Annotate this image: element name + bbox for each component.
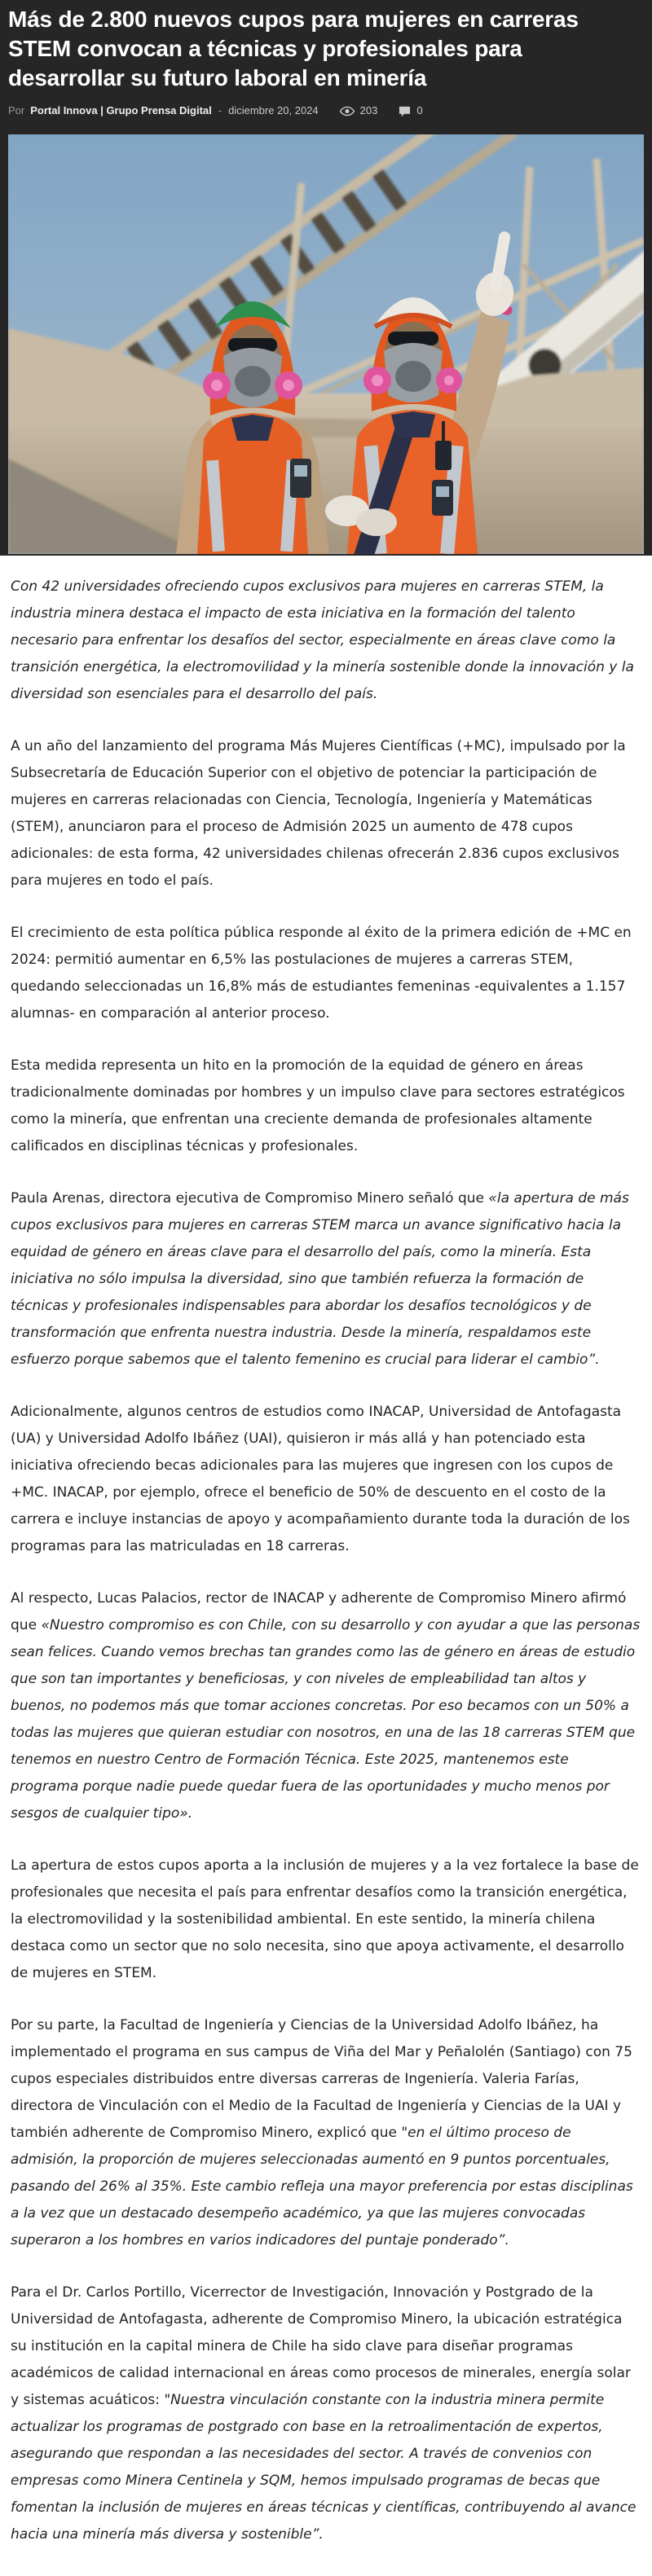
byline-date: diciembre 20, 2024	[228, 104, 319, 117]
body-text: Esta medida representa un hito en la promoción de la equidad de género en áreas tradicionalmente dominadas por hombres y un impulso clave para sectores estratégicos como la minería, que enfrentan una creciente demanda de profesionales altamente calificados en disciplinas técnicas y profesionales.	[11, 1057, 625, 1155]
article-paragraph	[11, 574, 641, 708]
body-text: El crecimiento de esta política pública responde al éxito de la primera edición de +MC en 2024: permitió aumentar en 6,5% las postulaciones de mujeres a carreras STEM, quedando seleccionadas un 16,8% más de estudiantes femeninas -equivalentes a 1.157 alumnas- en comparación al anterior proceso.	[11, 925, 632, 1022]
views-count: 203	[359, 104, 378, 117]
article-paragraph	[11, 1585, 641, 1827]
article-paragraph	[11, 920, 641, 1027]
body-text: Paula Arenas, directora ejecutiva de Compromiso Minero señaló que	[11, 1190, 489, 1207]
article-paragraph	[11, 1399, 641, 1560]
page-title: Más de 2.800 nuevos cupos para mujeres en carreras STEM convocan a técnicas y profesionales para desarrollar su futuro laboral en minería	[8, 7, 579, 91]
body-text: Adicionalmente, algunos centros de estudios como INACAP, Universidad de Antofagasta (UA) y Universidad Adolfo Ibáñez (UAI), quisieron ir más allá y han potenciado esta iniciativa ofreciendo becas adicionales para las mujeres que ingresen con los cupos de +MC. INACAP, por ejemplo, ofrece el beneficio de 50% de descuento en el costo de la carrera e incluye instancias de apoyo y acompañamiento durante toda la duración de los programas para las matriculadas en 18 carreras.	[11, 1404, 630, 1555]
mining-workers-photo	[8, 134, 644, 554]
quote-text: «Nuestro compromiso es con Chile, con su desarrollo y con ayudar a que las personas sean felices. Cuando vemos brechas tan grandes como las de género en áreas de estudio que son tan importantes y beneficiosas, y con niveles de empleabilidad tan altos y buenos, no podemos más que tomar acciones concretas. Por eso becamos con un 50% a todas las mujeres que quieran estudiar con nosotros, en una de las 18 carreras STEM que tenemos en nuestro Centro de Formación Técnica. Este 2025, mantenemos este programa porque nadie puede quedar fuera de las oportunidades y mucho menos por sesgos de cualquier tipo».	[11, 1617, 641, 1822]
quote-text: Con 42 universidades ofreciendo cupos exclusivos para mujeres en carreras STEM, la industria minera destaca el impacto de esta iniciativa en la formación del talento necesario para enfrentar los desafíos del sector, especialmente en áreas clave como la transición energética, la electromovilidad y la minería sostenible donde la innovación y la diversidad son esenciales para el desarrollo del país.	[11, 578, 634, 703]
article-paragraph	[11, 2279, 641, 2548]
body-text: La apertura de estos cupos aporta a la inclusión de mujeres y a la vez fortalece la base de profesionales que necesita el país para enfrentar desafíos como la transición energética, la electromovilidad y la sostenibilidad ambiental. En este sentido, la minería chilena destaca como un sector que no solo necesita, sino que apoya activamente, el desarrollo de mujeres en STEM.	[11, 1857, 639, 1982]
byline-author-link[interactable]: Portal Innova | Grupo Prensa Digital	[30, 104, 212, 117]
hero-image	[8, 134, 644, 554]
quote-text: «la apertura de más cupos exclusivos para mujeres en carreras STEM marca un avance significativo hacia la equidad de género en áreas clave para el desarrollo del país, como la minería. Esta iniciativa no sólo impulsa la diversidad, sino que también refuerza la formación de técnicas y profesionales indispensables para abordar los desafíos tecnológicos y de transformación que enfrenta nuestra industria. Desde la minería, respaldamos este esfuerzo porque sabemos que el talento femenino es crucial para liderar el cambio”.	[11, 1190, 629, 1369]
article-paragraph	[11, 1853, 641, 1987]
article-paragraph	[11, 1185, 641, 1374]
article-paragraph	[11, 1053, 641, 1160]
byline	[8, 104, 644, 116]
body-text: Al respecto, Lucas Palacios, rector de INACAP y adherente de Compromiso Minero afirmó que	[11, 1590, 627, 1634]
article-header	[0, 0, 652, 556]
byline-separator: -	[218, 104, 222, 117]
eye-icon	[340, 106, 355, 116]
byline-prefix: Por	[8, 104, 25, 117]
body-text: Para el Dr. Carlos Portillo, Vicerrector de Investigación, Innovación y Postgrado de la Universidad de Antofagasta, adherente de Compromiso Minero, la ubicación estratégica su institución en la capital minera de Chile ha sido clave para diseñar programas académicos de calidad internacional en áreas como procesos de minerales, energía solar y sistemas acuáticos:	[11, 2284, 631, 2409]
quote-text: "en el último proceso de admisión, la proporción de mujeres seleccionadas aumentó en 9 puntos porcentuales, pasando del 26% al 35%. Este cambio refleja una mayor preferencia por estas disciplinas a la vez que un destacado desempeño académico, ya que las mujeres convocadas superaron a los hombres en varios indicadores del puntaje ponderado”.	[11, 2125, 633, 2249]
comments-count: 0	[416, 104, 423, 117]
article-body	[0, 556, 652, 2576]
comments-counter[interactable]	[399, 104, 422, 116]
body-text: Por su parte, la Facultad de Ingeniería y Ciencias de la Universidad Adolfo Ibáñez, ha implementado el programa en sus campus de Viña del Mar y Peñalolén (Santiago) con 75 cupos especiales distribuidos entre diversas carreras de Ingeniería. Valeria Farías, directora de Vinculación con el Medio de la Facultad de Ingeniería y Ciencias de la UAI y también adherente de Compromiso Minero, explicó que	[11, 2017, 632, 2142]
comment-bubble-icon	[399, 106, 411, 117]
body-text: A un año del lanzamiento del programa Más Mujeres Científicas (+MC), impulsado por la Subsecretaría de Educación Superior con el objetivo de potenciar la participación de mujeres en carreras relacionadas con Ciencia, Tecnología, Ingeniería y Matemáticas (STEM), anunciaron para el proceso de Admisión 2025 un aumento de 478 cupos adicionales: de esta forma, 42 universidades chilenas ofrecerán 2.836 cupos exclusivos para mujeres en todo el país.	[11, 738, 626, 890]
views-counter	[340, 104, 378, 116]
article-paragraph	[11, 733, 641, 895]
quote-text: "Nuestra vinculación constante con la industria minera permite actualizar los programas de postgrado con base en la retroalimentación de expertos, asegurando que respondan a las necesidades del sector. A través de convenios con empresas como Minera Centinela y SQM, hemos impulsado programas de becas que fomentan la inclusión de mujeres en áreas técnicas y científicas, contribuyendo al avance hacia una minería más diversa y sostenible”.	[11, 2392, 637, 2543]
article-paragraph	[11, 2012, 641, 2254]
